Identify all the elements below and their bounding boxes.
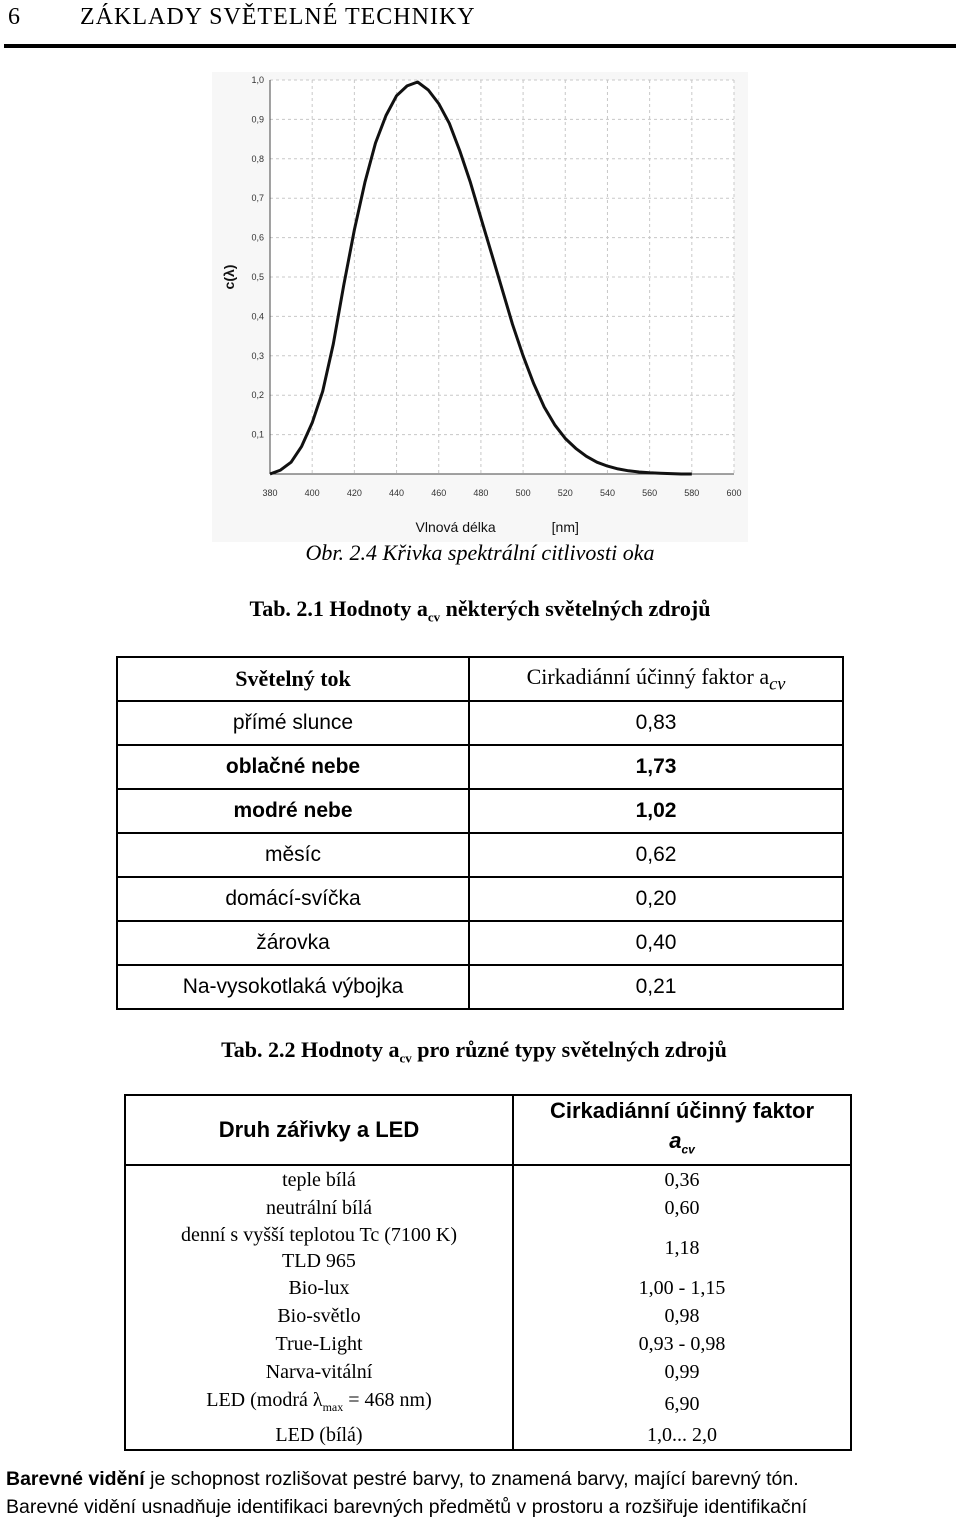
table-row: [125, 1358, 851, 1386]
table2: [124, 1094, 852, 1451]
x-tick-label: 560: [642, 488, 658, 498]
table1-value: 1,02: [469, 789, 843, 833]
table1-source: měsíc: [117, 833, 469, 877]
y-tick-label: 0,3: [251, 350, 264, 361]
table-row: [125, 1222, 851, 1274]
page-number: 6: [8, 4, 20, 30]
table2-col1-header: Druh zářivky a LED: [125, 1095, 513, 1165]
table2-value: 1,0... 2,0: [513, 1421, 851, 1450]
table2-type: teple bílá: [125, 1165, 513, 1194]
table2-type-pre: LED (modrá λ: [206, 1389, 323, 1412]
table-row: [117, 921, 843, 965]
table2-col2-line1: Cirkadiánní účinný faktor: [549, 1098, 815, 1123]
table1-value: 0,40: [469, 921, 843, 965]
table2-value: 6,90: [513, 1386, 851, 1421]
table1-value: 0,20: [469, 877, 843, 921]
paragraph-term: Barevné vidění: [6, 1468, 145, 1490]
x-tick-label: 480: [473, 488, 489, 498]
x-tick-label: 520: [557, 488, 573, 498]
y-axis-label: c(λ): [221, 264, 237, 290]
table1-value: 0,21: [469, 965, 843, 1009]
table-row: [125, 1194, 851, 1222]
table1-header-row: [117, 657, 843, 701]
table1-source: domácí-svíčka: [117, 877, 469, 921]
table2-type: LED (bílá): [125, 1421, 513, 1450]
table2-value: 0,98: [513, 1302, 851, 1330]
table1-source: přímé slunce: [117, 701, 469, 745]
table-row: [125, 1421, 851, 1450]
chapter-title: ZÁKLADY SVĚTELNÉ TECHNIKY: [80, 4, 476, 30]
table2-type-line1: denní s vyšší teplotou Tc (7100 K): [181, 1224, 457, 1247]
table2-col2-header: [513, 1095, 851, 1165]
table2-value: 1,18: [513, 1222, 851, 1274]
table2-title: [0, 1037, 954, 1066]
table1-value: 0,62: [469, 833, 843, 877]
table2-type: Bio-světlo: [125, 1302, 513, 1330]
x-tick-label: 400: [304, 488, 320, 498]
table1-col2-pre: Cirkadiánní účinný faktor a: [526, 663, 770, 689]
table-row: [117, 701, 843, 745]
table2-type: [125, 1386, 513, 1421]
paragraph-line1-rest: je schopnost rozlišovat pestré barvy, to znamená barvy, mající barevný tón.: [144, 1468, 799, 1490]
table-row: [117, 877, 843, 921]
x-tick-label: 420: [346, 488, 362, 498]
table2-value: 0,36: [513, 1165, 851, 1194]
spectral-sensitivity-chart: [212, 72, 748, 542]
table-row: [117, 833, 843, 877]
table1-source: Na-vysokotlaká výbojka: [117, 965, 469, 1009]
table2-type-line2: TLD 965: [282, 1250, 356, 1273]
header-rule: [4, 44, 956, 48]
table1-title-sub: cv: [427, 609, 441, 625]
x-tick-label: 540: [599, 488, 615, 498]
x-tick-label: 580: [684, 488, 700, 498]
table2-title-pre: Tab. 2.2 Hodnoty a: [221, 1037, 400, 1062]
x-tick-label: 460: [431, 488, 447, 498]
table2-value: 0,93 - 0,98: [513, 1330, 851, 1358]
x-axis-unit: [nm]: [551, 519, 579, 535]
table-row: [117, 745, 843, 789]
table1-title: [0, 596, 960, 625]
y-tick-label: 0,4: [251, 311, 264, 322]
table1-title-pre: Tab. 2.1 Hodnoty a: [249, 596, 428, 621]
x-tick-label: 440: [389, 488, 405, 498]
table1-title-post: některých světelných zdrojů: [440, 596, 711, 621]
table-row: [117, 789, 843, 833]
chart-svg: [212, 72, 748, 542]
y-tick-label: 0,5: [251, 272, 264, 282]
table2-header-row: [125, 1095, 851, 1165]
table2-type: [125, 1222, 513, 1274]
y-tick-label: 1,0: [251, 75, 264, 85]
table-row: [125, 1165, 851, 1194]
table2-type: Bio-lux: [125, 1274, 513, 1302]
table-row: [117, 965, 843, 1009]
table2-type-sub: max: [322, 1400, 344, 1415]
table1-col1-header: Světelný tok: [117, 657, 469, 701]
table1-source: oblačné nebe: [117, 745, 469, 789]
y-tick-label: 0,1: [251, 429, 264, 440]
table1: [116, 656, 844, 1010]
table2-title-post: pro různé typy světelných zdrojů: [411, 1037, 727, 1062]
table2-type: neutrální bílá: [125, 1194, 513, 1222]
plot-area: [270, 80, 734, 474]
table2-value: 1,00 - 1,15: [513, 1274, 851, 1302]
y-tick-label: 0,6: [251, 232, 264, 243]
table1-col2-sub: cv: [769, 673, 786, 694]
table-row: [125, 1302, 851, 1330]
table2-type: Narva-vitální: [125, 1358, 513, 1386]
figure-caption: Obr. 2.4 Křivka spektrální citlivosti oka: [305, 540, 655, 565]
table2-value: 0,60: [513, 1194, 851, 1222]
table2-col2-a: a: [669, 1128, 682, 1153]
x-tick-label: 500: [515, 488, 531, 498]
table2-col2-line2: [669, 1128, 695, 1157]
table2-title-sub: cv: [399, 1050, 412, 1066]
table1-source: žárovka: [117, 921, 469, 965]
table1-source: modré nebe: [117, 789, 469, 833]
y-tick-label: 0,2: [251, 390, 264, 401]
paragraph-line2: Barevné vidění usnadňuje identifikaci barevných předmětů v prostoru a rozšiřuje identifikační: [6, 1496, 808, 1518]
x-tick-label: 380: [262, 488, 278, 498]
table-row: [125, 1386, 851, 1421]
y-tick-label: 0,9: [251, 114, 264, 125]
y-tick-label: 0,7: [251, 193, 264, 204]
table-row: [125, 1330, 851, 1358]
table1-value: 0,83: [469, 701, 843, 745]
table2-value: 0,99: [513, 1358, 851, 1386]
table-row: [125, 1274, 851, 1302]
y-tick-label: 0,8: [251, 153, 264, 164]
table1-value: 1,73: [469, 745, 843, 789]
table2-type-post: = 468 nm): [343, 1389, 432, 1412]
table2-type: True-Light: [125, 1330, 513, 1358]
paragraph-line1: [6, 1468, 958, 1491]
table2-col2-sub: cv: [681, 1142, 695, 1157]
x-axis-label: Vlnová délka: [415, 519, 496, 535]
x-tick-label: 600: [726, 488, 742, 498]
table1-col2-header: [469, 657, 843, 701]
